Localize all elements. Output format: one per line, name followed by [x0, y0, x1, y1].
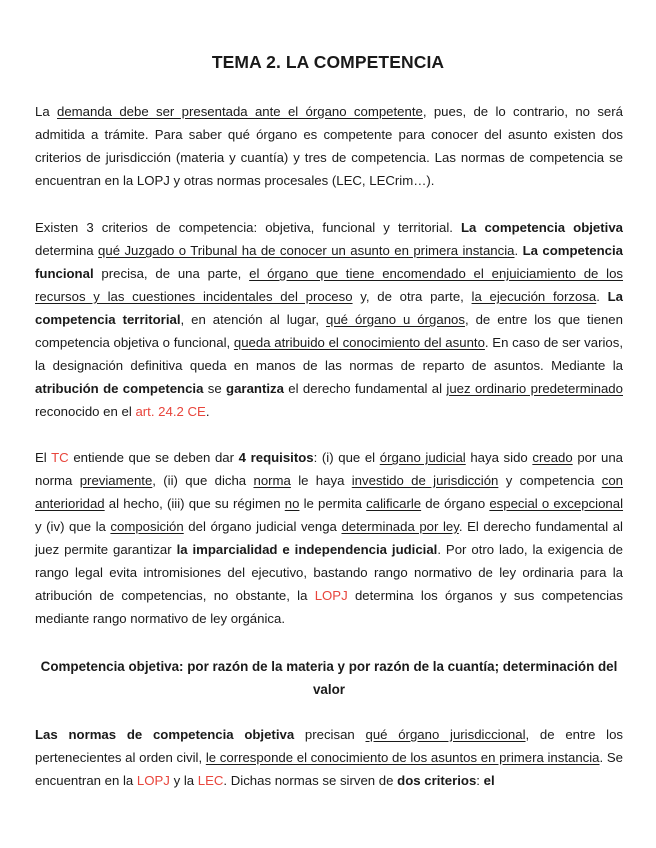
bold-term: atribución de competencia: [35, 381, 204, 396]
section-heading: Competencia objetiva: por razón de la materia y por razón de la cuantía; determinación del valor: [40, 659, 618, 697]
underlined-text: norma: [253, 473, 291, 488]
underlined-text: órgano judicial: [379, 450, 466, 465]
legal-reference: TC: [51, 450, 69, 465]
underlined-text: investido de jurisdicción: [351, 473, 499, 488]
text: haya sido: [465, 450, 533, 465]
requirements-paragraph: [35, 446, 623, 630]
bold-term: La competencia objetiva: [461, 220, 623, 235]
legal-reference: art. 24.2 CE: [135, 404, 206, 419]
text: le permita: [299, 496, 367, 511]
text: determina los órganos y sus competencias mediante rango normativo de ley orgánica.: [35, 588, 623, 626]
bold-term: garantiza: [226, 381, 284, 396]
underlined-text: qué órgano u órganos: [326, 312, 465, 327]
underlined-text: con anterioridad: [35, 473, 624, 511]
bold-term: La competencia territorial: [35, 289, 623, 327]
text: entiende que se deben dar: [68, 450, 239, 465]
text: y la: [169, 773, 198, 788]
text: le haya: [290, 473, 352, 488]
text: .: [205, 404, 210, 419]
criteria-paragraph: [35, 216, 623, 423]
text: precisa, de una parte,: [93, 266, 250, 281]
underlined-text: la ejecución forzosa: [471, 289, 597, 304]
underlined-text: previamente: [79, 473, 153, 488]
underlined-text: calificarle: [366, 496, 422, 511]
text: y (iv) que la: [35, 519, 111, 534]
text: y, de otra parte,: [352, 289, 472, 304]
text: , (ii) que dicha: [152, 473, 254, 488]
text: se: [203, 381, 227, 396]
text: . Se encuentran en la: [35, 750, 623, 788]
text: . Por otro lado, la exigencia de rango legal evita intromisiones del ejecutivo, bastando rango normativo de ley ordinaria para la atribución de competencias, no obstante, la: [35, 542, 623, 603]
text: El: [35, 450, 52, 465]
text: . En caso de ser varios, la designación definitiva queda en manos de las normas de reparto de asuntos. Mediante la: [35, 335, 623, 373]
underlined-text: juez ordinario predeterminado: [446, 381, 623, 396]
text: y competencia: [498, 473, 602, 488]
text: . Dichas normas se sirven de: [223, 773, 398, 788]
underlined-text: qué órgano jurisdiccional: [365, 727, 526, 742]
text: precisan: [294, 727, 366, 742]
text: , de entre los que tienen competencia objetiva o funcional,: [35, 312, 623, 350]
legal-reference: LOPJ: [136, 773, 170, 788]
text: por una norma: [35, 450, 623, 488]
text: al hecho, (iii) que su régimen: [104, 496, 285, 511]
legal-reference: LOPJ: [314, 588, 348, 603]
text: de órgano: [421, 496, 490, 511]
bold-term: Las normas de competencia objetiva: [35, 727, 295, 742]
underlined-text: le corresponde el conocimiento de los asuntos en primera instancia: [205, 750, 600, 765]
underlined-text: determinada por ley: [341, 519, 459, 534]
text: del órgano judicial venga: [183, 519, 342, 534]
text: el derecho fundamental al: [283, 381, 447, 396]
text: , en atención al lugar,: [180, 312, 327, 327]
bold-term: el: [483, 773, 495, 788]
text: .: [514, 243, 523, 258]
text: La: [35, 104, 57, 119]
text: . El derecho fundamental al juez permite garantizar: [35, 519, 623, 557]
bold-term: La competencia funcional: [35, 243, 623, 281]
objective-competence-paragraph: [35, 723, 623, 792]
text: .: [596, 289, 608, 304]
page-title: TEMA 2. LA COMPETENCIA: [211, 52, 445, 72]
bold-term: la imparcialidad e independencia judicial: [176, 542, 438, 557]
text: : (i) que el: [313, 450, 380, 465]
underlined-text: especial o excepcional: [489, 496, 624, 511]
underlined-text: creado: [532, 450, 573, 465]
underlined-text: demanda debe ser presentada ante el órgano competente: [57, 104, 423, 119]
underlined-text: el órgano que tiene encomendado el enjuiciamiento de los recursos y las cuestiones incidentales del proceso: [35, 266, 624, 304]
underlined-text: qué Juzgado o Tribunal ha de conocer un asunto en primera instancia: [98, 243, 515, 258]
text: Existen 3 criterios de competencia: objetiva, funcional y territorial.: [35, 220, 461, 235]
underlined-text: queda atribuido el conocimiento del asunto: [233, 335, 485, 350]
bold-term: 4 requisitos: [238, 450, 314, 465]
text: , pues, de lo contrario, no será admitida a trámite. Para saber qué órgano es competente para conocer del asunto existen dos criterios de jurisdicción (materia y cuantía) y tres de competencia. Las normas de competencia se encuentran en la LOPJ y otras normas procesales (LEC, LECrim…).: [35, 104, 623, 188]
text: , de entre los pertenecientes al orden civil,: [35, 727, 623, 765]
text: reconocido en el: [35, 404, 136, 419]
underlined-text: composición: [110, 519, 184, 534]
text: :: [476, 773, 484, 788]
bold-term: dos criterios: [397, 773, 477, 788]
intro-paragraph: [35, 100, 623, 192]
underlined-text: no: [284, 496, 300, 511]
text: determina: [35, 243, 99, 258]
legal-reference: LEC: [197, 773, 224, 788]
